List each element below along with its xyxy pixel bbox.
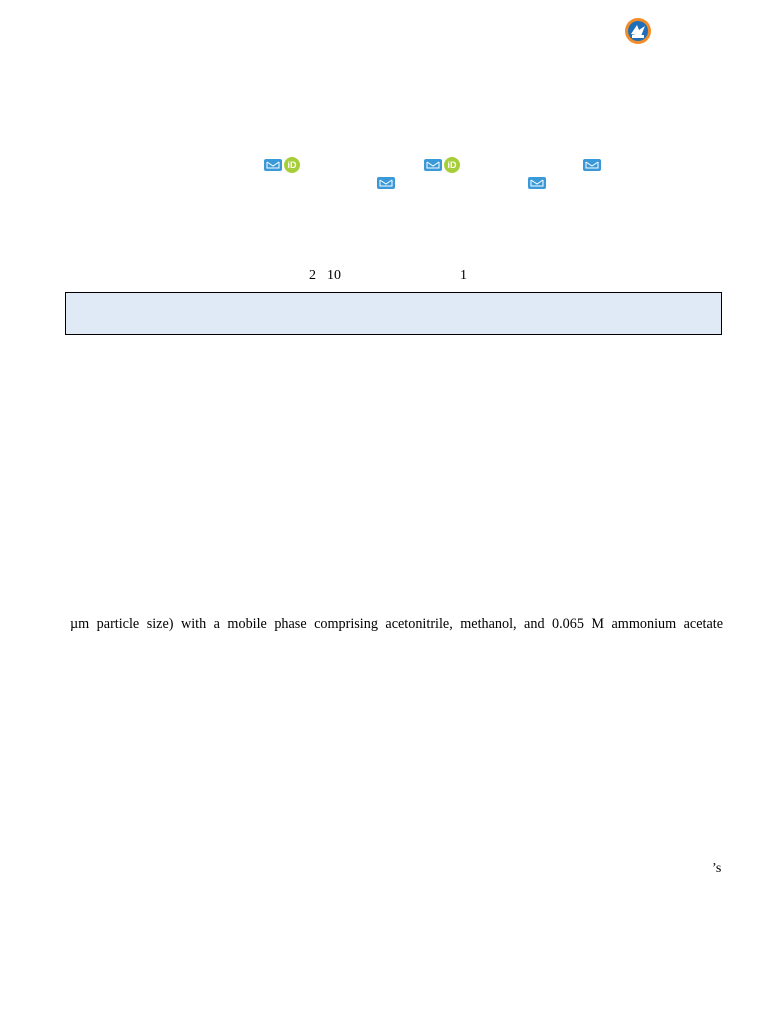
body-text-fragment: ’s bbox=[712, 861, 722, 876]
author-3-email-icon[interactable] bbox=[583, 159, 601, 171]
author-4-email-icon[interactable] bbox=[377, 177, 395, 189]
journal-logo-icon bbox=[624, 17, 652, 45]
author-1-email-icon[interactable] bbox=[264, 159, 282, 171]
affiliation-marker-a: 2 bbox=[309, 268, 316, 283]
author-2-email-icon[interactable] bbox=[424, 159, 442, 171]
body-text-line: µm particle size) with a mobile phase comprising acetonitrile, methanol, and 0.065 M ammonium acetate bbox=[70, 616, 723, 632]
affiliation-marker-c: 1 bbox=[460, 268, 467, 283]
affiliation-marker-b: 10 bbox=[327, 268, 341, 283]
abstract-box bbox=[65, 292, 722, 335]
author-2-orcid-icon[interactable]: iD bbox=[444, 157, 460, 173]
author-1-orcid-icon[interactable]: iD bbox=[284, 157, 300, 173]
author-5-email-icon[interactable] bbox=[528, 177, 546, 189]
